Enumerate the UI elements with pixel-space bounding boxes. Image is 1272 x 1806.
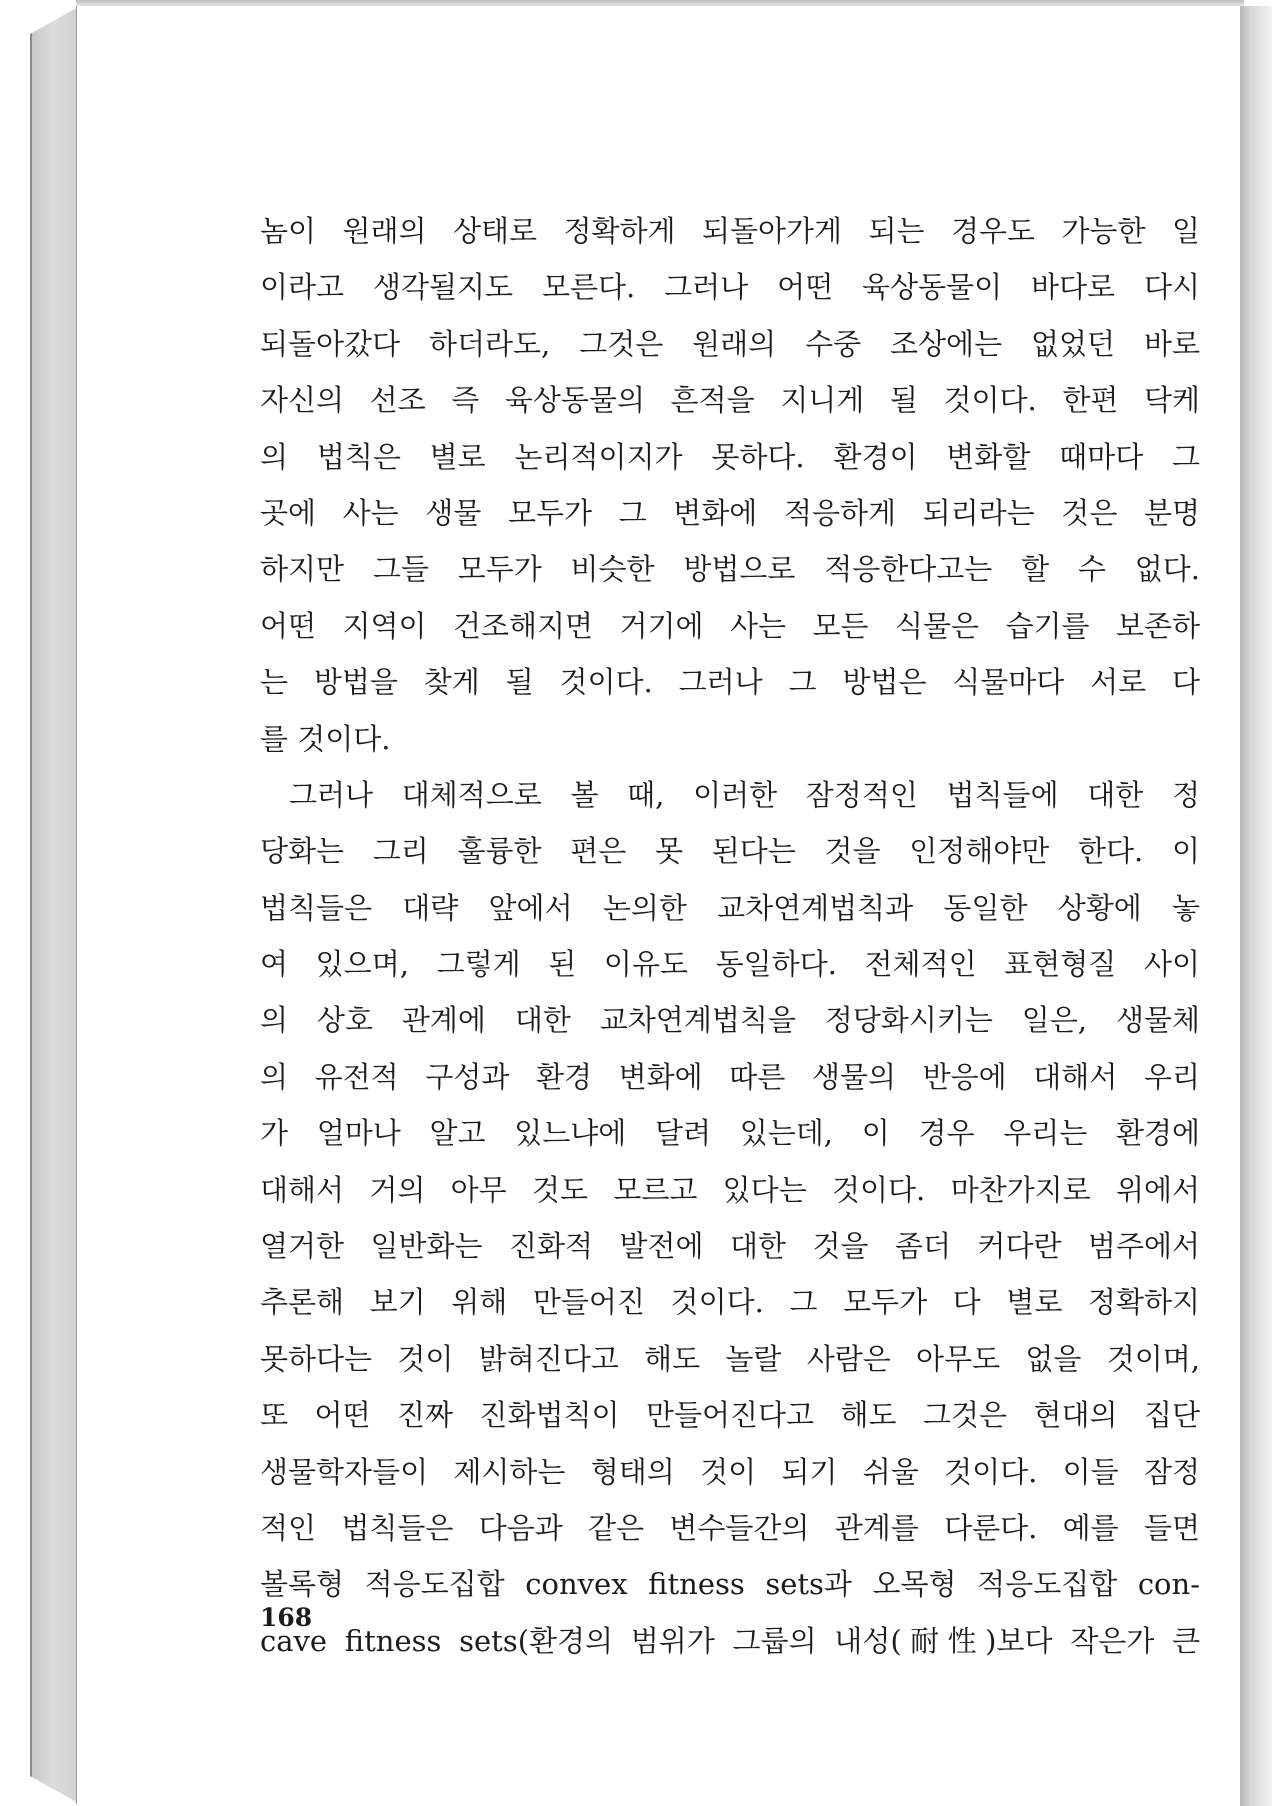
text-line: 되돌아갔다 하더라도, 그것은 원래의 수중 조상에는 없었던 바로 xyxy=(260,326,1200,361)
text-line: 생물학자들이 제시하는 형태의 것이 되기 쉬울 것이다. 이들 잠정 xyxy=(260,1454,1200,1489)
text-line: 의 법칙은 별로 논리적이지가 못하다. 환경이 변화할 때마다 그 xyxy=(260,439,1200,474)
text-line: 법칙들은 대략 앞에서 논의한 교차연계법칙과 동일한 상황에 놓 xyxy=(260,890,1200,925)
book-page-edge xyxy=(30,6,80,1804)
text-line: 곳에 사는 생물 모두가 그 변화에 적응하게 되리라는 것은 분명 xyxy=(260,495,1200,530)
text-line: 이라고 생각될지도 모른다. 그러나 어떤 육상동물이 바다로 다시 xyxy=(260,270,1200,305)
text-line: 를 것이다. xyxy=(260,721,391,756)
text-line: 그러나 대체적으로 볼 때, 이러한 잠정적인 법칙들에 대한 정 xyxy=(289,777,1200,812)
text-line: 열거한 일반화는 진화적 발전에 대한 것을 좀더 커다란 범주에서 xyxy=(260,1229,1200,1264)
text-line: 하지만 그들 모두가 비슷한 방법으로 적응한다고는 할 수 없다. xyxy=(260,552,1200,587)
text-line: 볼록형 적응도집합 convex fitness sets과 오목형 적응도집합 con- xyxy=(260,1567,1200,1602)
page-number: 168 xyxy=(260,1603,313,1632)
text-line: 의 유전적 구성과 환경 변화에 따른 생물의 반응에 대해서 우리 xyxy=(260,1059,1200,1094)
text-line: 추론해 보기 위해 만들어진 것이다. 그 모두가 다 별로 정확하지 xyxy=(260,1285,1200,1320)
text-line: cave fitness sets(환경의 범위가 그룹의 내성(耐性)보다 작은가 큰 xyxy=(260,1623,1200,1658)
body-text xyxy=(260,203,1200,1669)
paragraph-2 xyxy=(260,767,1200,1669)
text-line: 자신의 선조 즉 육상동물의 흔적을 지니게 될 것이다. 한편 닥케 xyxy=(260,383,1200,418)
text-line: 못하다는 것이 밝혀진다고 해도 놀랄 사람은 아무도 없을 것이며, xyxy=(260,1341,1200,1376)
book-page xyxy=(76,6,1240,1804)
text-line: 적인 법칙들은 다음과 같은 변수들간의 관계를 다룬다. 예를 들면 xyxy=(260,1510,1200,1545)
text-line: 가 얼마나 알고 있느냐에 달려 있는데, 이 경우 우리는 환경에 xyxy=(260,1116,1200,1151)
text-line: 놈이 원래의 상태로 정확하게 되돌아가게 되는 경우도 가능한 일 xyxy=(260,214,1200,248)
text-line: 의 상호 관계에 대한 교차연계법칙을 정당화시키는 일은, 생물체 xyxy=(260,1003,1200,1038)
page-right-shadow xyxy=(1240,6,1272,1806)
text-line: 어떤 지역이 건조해지면 거기에 사는 모든 식물은 습기를 보존하 xyxy=(260,608,1200,643)
text-line: 여 있으며, 그렇게 된 이유도 동일하다. 전체적인 표현형질 사이 xyxy=(260,947,1200,982)
text-line: 대해서 거의 아무 것도 모르고 있다는 것이다. 마찬가지로 위에서 xyxy=(260,1172,1200,1207)
text-line: 또 어떤 진짜 진화법칙이 만들어진다고 해도 그것은 현대의 집단 xyxy=(260,1398,1200,1433)
text-line: 는 방법을 찾게 될 것이다. 그러나 그 방법은 식물마다 서로 다 xyxy=(260,665,1200,700)
text-line: 당화는 그리 훌륭한 편은 못 된다는 것을 인정해야만 한다. 이 xyxy=(260,834,1200,869)
paragraph-1 xyxy=(260,203,1200,767)
